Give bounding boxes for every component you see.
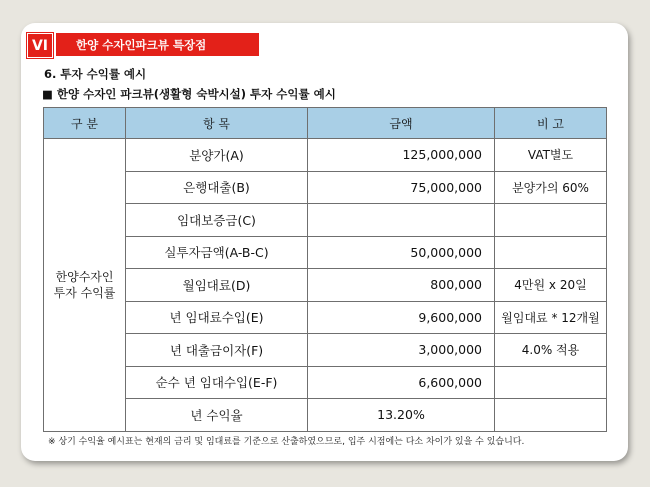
note-cell: VAT별도 — [495, 139, 607, 172]
table-row — [44, 204, 607, 237]
item-cell: 년 수익율 — [126, 399, 308, 432]
category-line-1: 한양수자인 — [55, 269, 114, 284]
amount-cell: 125,000,000 — [308, 139, 495, 172]
table-title: ■ 한양 수자인 파크뷰(생활형 숙박시설) 투자 수익률 예시 — [42, 87, 336, 101]
note-cell — [495, 399, 607, 432]
amount-cell: 800,000 — [308, 269, 495, 302]
section-title-banner: 한양 수자인파크뷰 특장점 — [56, 33, 259, 56]
section-number-badge: VI — [27, 33, 53, 58]
table-row — [44, 366, 607, 399]
table-row — [44, 139, 607, 172]
header-item: 항 목 — [126, 108, 308, 139]
category-cell — [44, 139, 126, 432]
note-cell: 4.0% 적용 — [495, 334, 607, 367]
amount-cell: 75,000,000 — [308, 171, 495, 204]
note-cell — [495, 236, 607, 269]
table-header-row — [44, 108, 607, 139]
table-row — [44, 269, 607, 302]
note-cell: 분양가의 60% — [495, 171, 607, 204]
table-row — [44, 171, 607, 204]
note-cell — [495, 366, 607, 399]
table-row — [44, 334, 607, 367]
footnote: ※ 상기 수익율 예시표는 현재의 금리 및 임대료를 기준으로 산출하였으므로, 입주 시점에는 다소 차이가 있을 수 있습니다. — [48, 437, 525, 447]
amount-cell: 50,000,000 — [308, 236, 495, 269]
amount-cell: 13.20% — [308, 399, 495, 432]
item-cell: 임대보증금(C) — [126, 204, 308, 237]
header-amount: 금액 — [308, 108, 495, 139]
amount-cell: 9,600,000 — [308, 301, 495, 334]
amount-cell: 6,600,000 — [308, 366, 495, 399]
table-row — [44, 236, 607, 269]
note-cell: 월임대료 * 12개월 — [495, 301, 607, 334]
note-cell: 4만원 x 20일 — [495, 269, 607, 302]
item-cell: 실투자금액(A-B-C) — [126, 236, 308, 269]
table-row — [44, 399, 607, 432]
category-line-2: 투자 수익률 — [53, 285, 116, 300]
item-cell: 월임대료(D) — [126, 269, 308, 302]
note-cell — [495, 204, 607, 237]
item-cell: 년 대출금이자(F) — [126, 334, 308, 367]
header-note: 비 고 — [495, 108, 607, 139]
item-cell: 순수 년 임대수입(E-F) — [126, 366, 308, 399]
item-cell: 은행대출(B) — [126, 171, 308, 204]
subheading: 6. 투자 수익률 예시 — [44, 67, 147, 81]
item-cell: 분양가(A) — [126, 139, 308, 172]
table-row — [44, 301, 607, 334]
item-cell: 년 임대료수입(E) — [126, 301, 308, 334]
investment-return-table — [43, 107, 607, 432]
amount-cell — [308, 204, 495, 237]
amount-cell: 3,000,000 — [308, 334, 495, 367]
header-category: 구 분 — [44, 108, 126, 139]
